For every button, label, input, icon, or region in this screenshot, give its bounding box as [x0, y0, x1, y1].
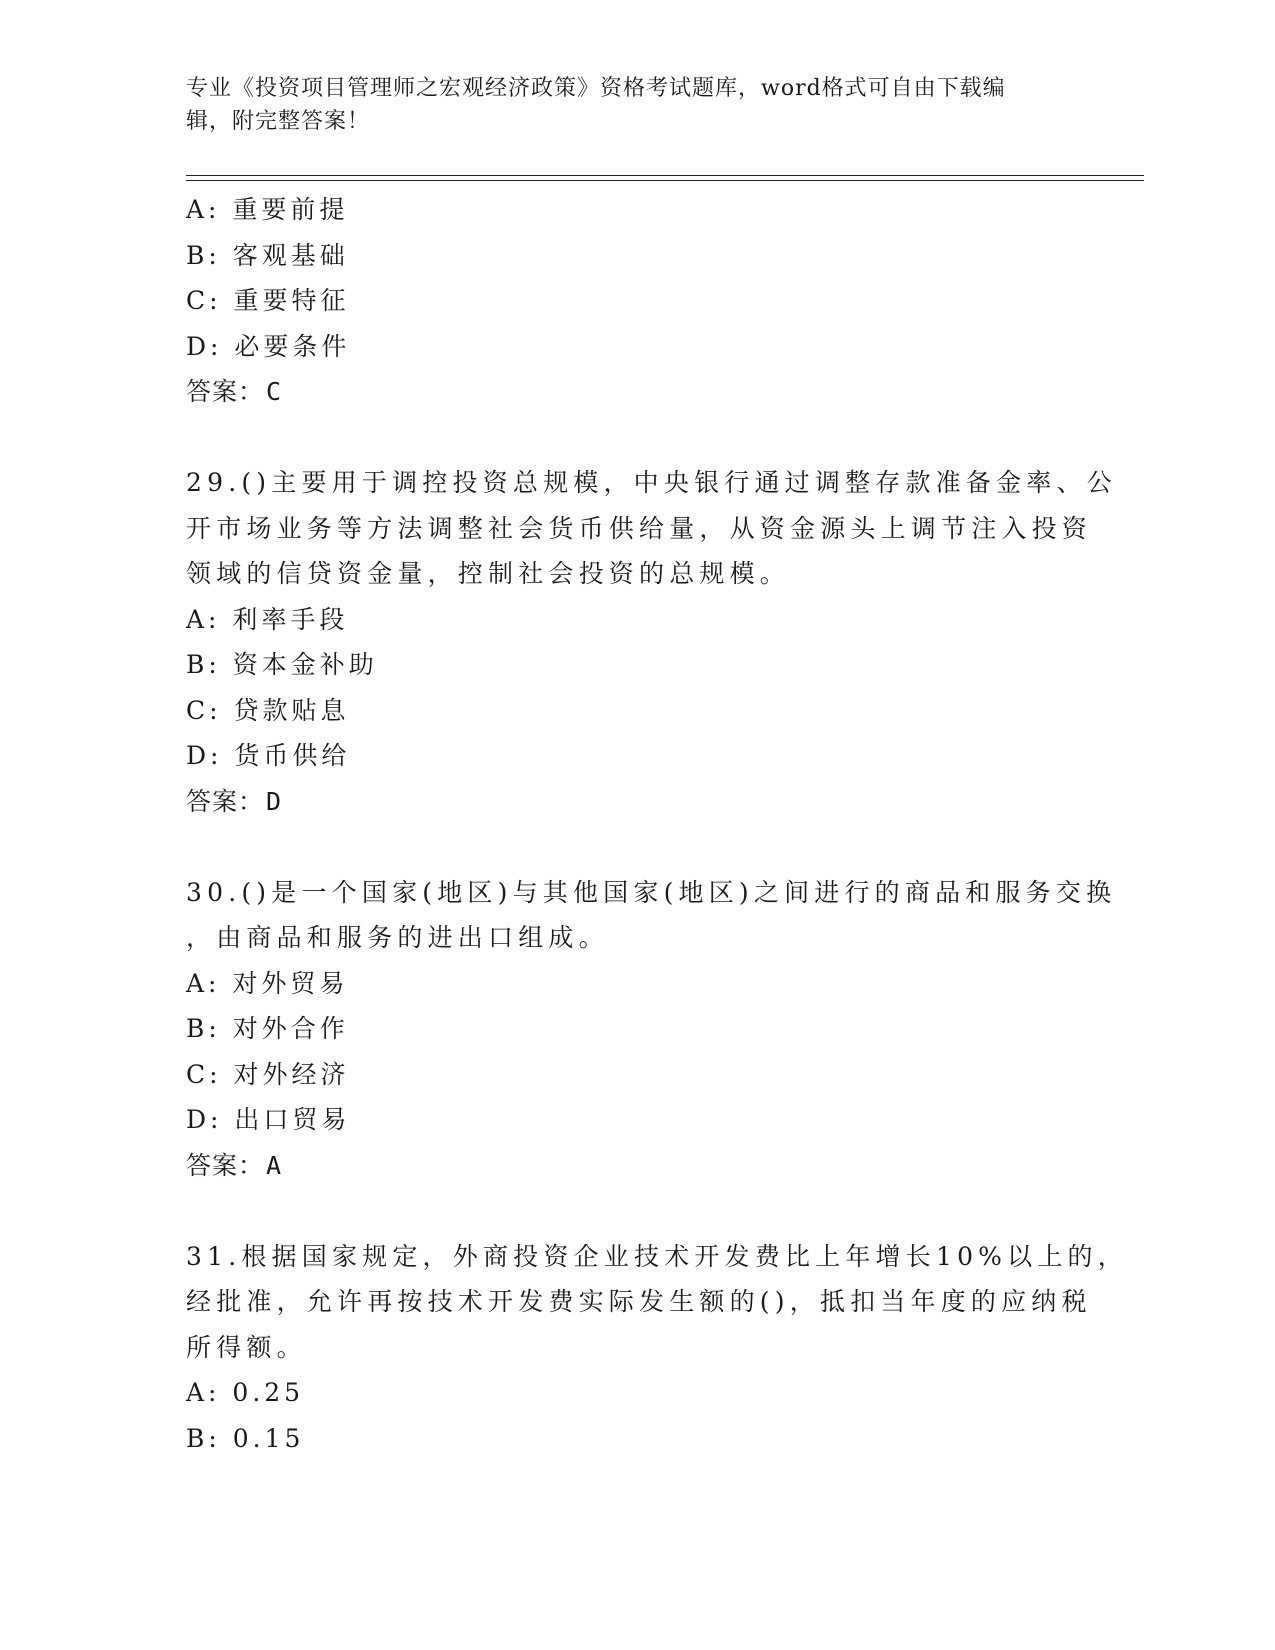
option-a: A: 0.25 [186, 1378, 305, 1407]
option-a: A: 利率手段 [186, 604, 349, 634]
answer-label: 答案： [186, 377, 265, 406]
answer [186, 779, 1086, 825]
option-b: B: 客观基础 [186, 240, 349, 270]
question-text-line: 领域的信贷资金量，控制社会投资的总规模。 [186, 559, 791, 588]
question-text-line: 所得额。 [186, 1332, 307, 1362]
option-d: D: 必要条件 [186, 331, 351, 361]
question-29 [186, 460, 1117, 824]
question-text-line: ，由商品和服务的进出口组成。 [186, 923, 609, 952]
question-text [186, 1234, 1128, 1371]
option-a: A: 重要前提 [186, 195, 349, 224]
question-28 [186, 187, 1086, 415]
header-divider-top [186, 175, 1144, 176]
answer [186, 369, 1086, 415]
question-text-line: 29.()主要用于调控投资总规模，中央银行通过调整存款准备金率、公 [186, 468, 1117, 497]
question-text-line: 开市场业务等方法调整社会货币供给量，从资金源头上调节注入投资 [186, 513, 1093, 543]
option-a: A: 对外贸易 [186, 968, 349, 998]
option-b: B: 对外合作 [186, 1014, 349, 1043]
question-text [186, 460, 1117, 597]
answer-label: 答案： [186, 1150, 265, 1180]
option-d: D: 出口贸易 [186, 1105, 351, 1134]
question-text-line: 30.()是一个国家(地区)与其他国家(地区)之间进行的商品和服务交换 [186, 877, 1117, 907]
question-text-line: 31.根据国家规定，外商投资企业技术开发费比上年增长10%以上的， [186, 1241, 1128, 1271]
answer-value: D [266, 786, 283, 816]
option-c: C: 贷款贴息 [186, 695, 350, 725]
option-d: D: 货币供给 [186, 741, 351, 770]
question-31 [186, 1234, 1128, 1462]
option-b: B: 0.15 [186, 1423, 305, 1453]
header-divider-bottom [186, 180, 1144, 181]
option-c: C: 对外经济 [186, 1059, 350, 1089]
option-b: B: 资本金补助 [186, 650, 378, 679]
question-text-line: 经批准，允许再按技术开发费实际发生额的()，抵扣当年度的应纳税 [186, 1287, 1092, 1316]
header-line-1: 专业《投资项目管理师之宏观经济政策》资格考试题库，word格式可自由下载编 [186, 76, 1006, 101]
question-text [186, 870, 1117, 961]
option-c: C: 重要特征 [186, 286, 350, 315]
answer-value: C [266, 377, 283, 406]
question-30 [186, 870, 1117, 1189]
header-line-2: 辑，附完整答案！ [186, 109, 371, 134]
answer-label: 答案： [186, 786, 265, 816]
answer-value: A [266, 1150, 283, 1180]
document-header [186, 72, 1066, 138]
answer [186, 1143, 1086, 1189]
question-list [186, 187, 1128, 1461]
